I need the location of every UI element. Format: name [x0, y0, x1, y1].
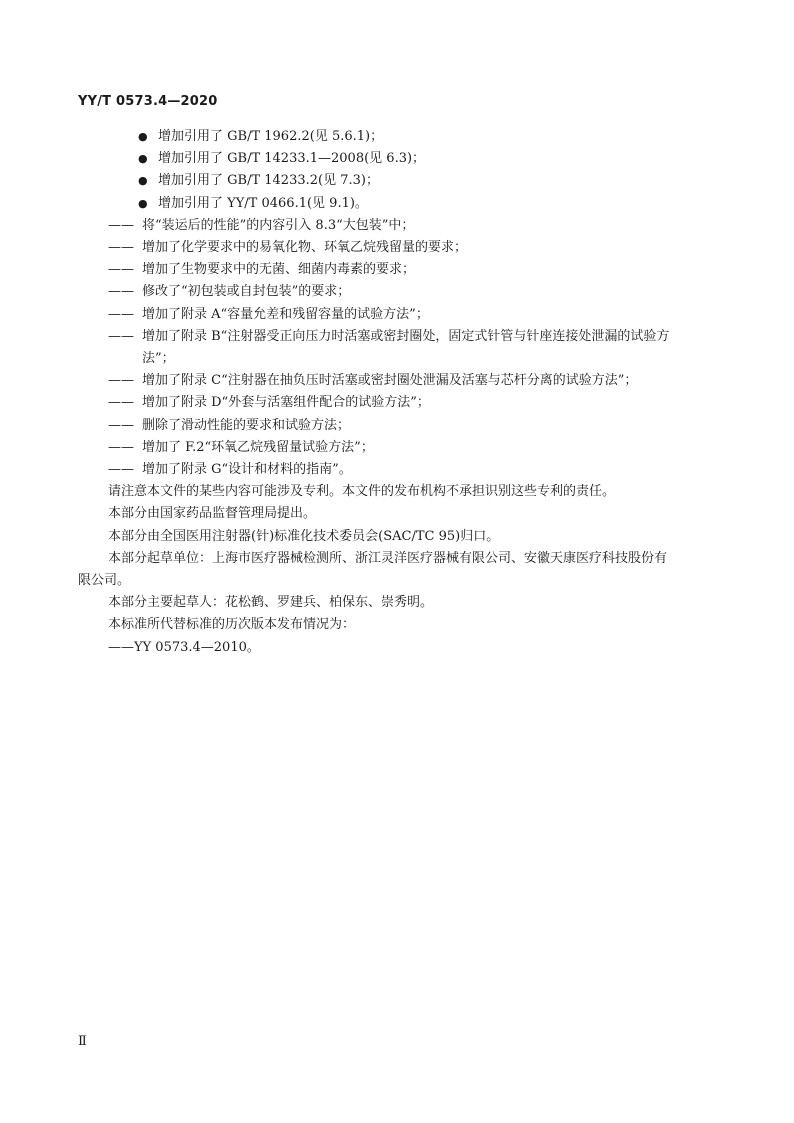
change-item [108, 392, 730, 414]
change-item [108, 215, 730, 237]
drafters: 本部分主要起草人：花松鹤、罗建兵、柏保东、崇秀明。 [108, 595, 434, 611]
change-text: 修改了“初包装或自封包装”的要求； [142, 284, 351, 300]
document-body [78, 126, 730, 659]
dash-mark: —— [108, 462, 134, 478]
change-item [108, 415, 730, 437]
change-text: 将“装运后的性能”的内容引入 8.3“大包装”中； [142, 217, 415, 233]
proposed-by: 本部分由国家药品监督管理局提出。 [108, 506, 317, 522]
change-item [108, 370, 730, 392]
change-text: 增加了生物要求中的无菌、细菌内毒素的要求； [142, 262, 416, 278]
page-number: Ⅱ [78, 1034, 87, 1049]
dash-mark: —— [108, 217, 134, 233]
centralized-by: 本部分由全国医用注射器(针)标准化技术委员会(SAC/TC 95)归口。 [108, 528, 500, 544]
dash-mark: —— [108, 284, 134, 300]
drafting-units: 本部分起草单位：上海市医疗器械检测所、浙江灵洋医疗器械有限公司、安徽天康医疗科技股份有 [108, 550, 668, 566]
change-item [108, 459, 730, 481]
bullet-item: ● 增加引用了 GB/T 1962.2(见 5.6.1)； [108, 126, 730, 148]
change-item [108, 237, 730, 259]
dash-mark: —— [108, 306, 134, 322]
patent-notice: 请注意本文件的某些内容可能涉及专利。本文件的发布机构不承担识别这些专利的责任。 [108, 484, 616, 500]
change-item [108, 326, 730, 348]
change-item [108, 281, 730, 303]
change-text: 增加了附录 C“注射器在抽负压时活塞或密封圈处泄漏及活塞与芯杆分离的试验方法”； [142, 373, 638, 389]
dash-mark: —— [108, 417, 134, 433]
document-number: YY/T 0573.4—2020 [78, 94, 218, 109]
dash-mark: —— [108, 439, 134, 455]
change-text: 增加了附录 B“注射器受正向压力时活塞或密封圈处，固定式针管与针座连接处泄漏的试验方 [142, 328, 670, 344]
history-item: ——YY 0573.4—2010。 [108, 639, 260, 655]
history-intro: 本标准所代替标准的历次版本发布情况为： [108, 617, 356, 633]
change-text: 删除了滑动性能的要求和试验方法； [142, 417, 351, 433]
change-text: 增加了附录 G“设计和材料的指南”。 [142, 462, 352, 478]
change-text: 增加了化学要求中的易氧化物、环氧乙烷残留量的要求； [142, 240, 468, 256]
bullet-item: ● 增加引用了 GB/T 14233.1—2008(见 6.3)； [108, 148, 730, 170]
dash-mark: —— [108, 373, 134, 389]
change-item [108, 437, 730, 459]
dash-mark: —— [108, 328, 134, 344]
change-text: 增加了 F.2“环氧乙烷残留量试验方法”； [142, 439, 374, 455]
dash-mark: —— [108, 395, 134, 411]
bullet-item: ● 增加引用了 YY/T 0466.1(见 9.1)。 [108, 193, 730, 215]
drafting-units-continuation: 限公司。 [78, 573, 131, 589]
change-item [108, 304, 730, 326]
change-continuation: 法”； [142, 351, 175, 367]
change-text: 增加了附录 D“外套与活塞组件配合的试验方法”； [142, 395, 430, 411]
dash-mark: —— [108, 262, 134, 278]
change-text: 增加了附录 A“容量允差和残留容量的试验方法”； [142, 306, 429, 322]
change-item [108, 259, 730, 281]
dash-mark: —— [108, 240, 134, 256]
bullet-item: ● 增加引用了 GB/T 14233.2(见 7.3)； [108, 170, 730, 192]
